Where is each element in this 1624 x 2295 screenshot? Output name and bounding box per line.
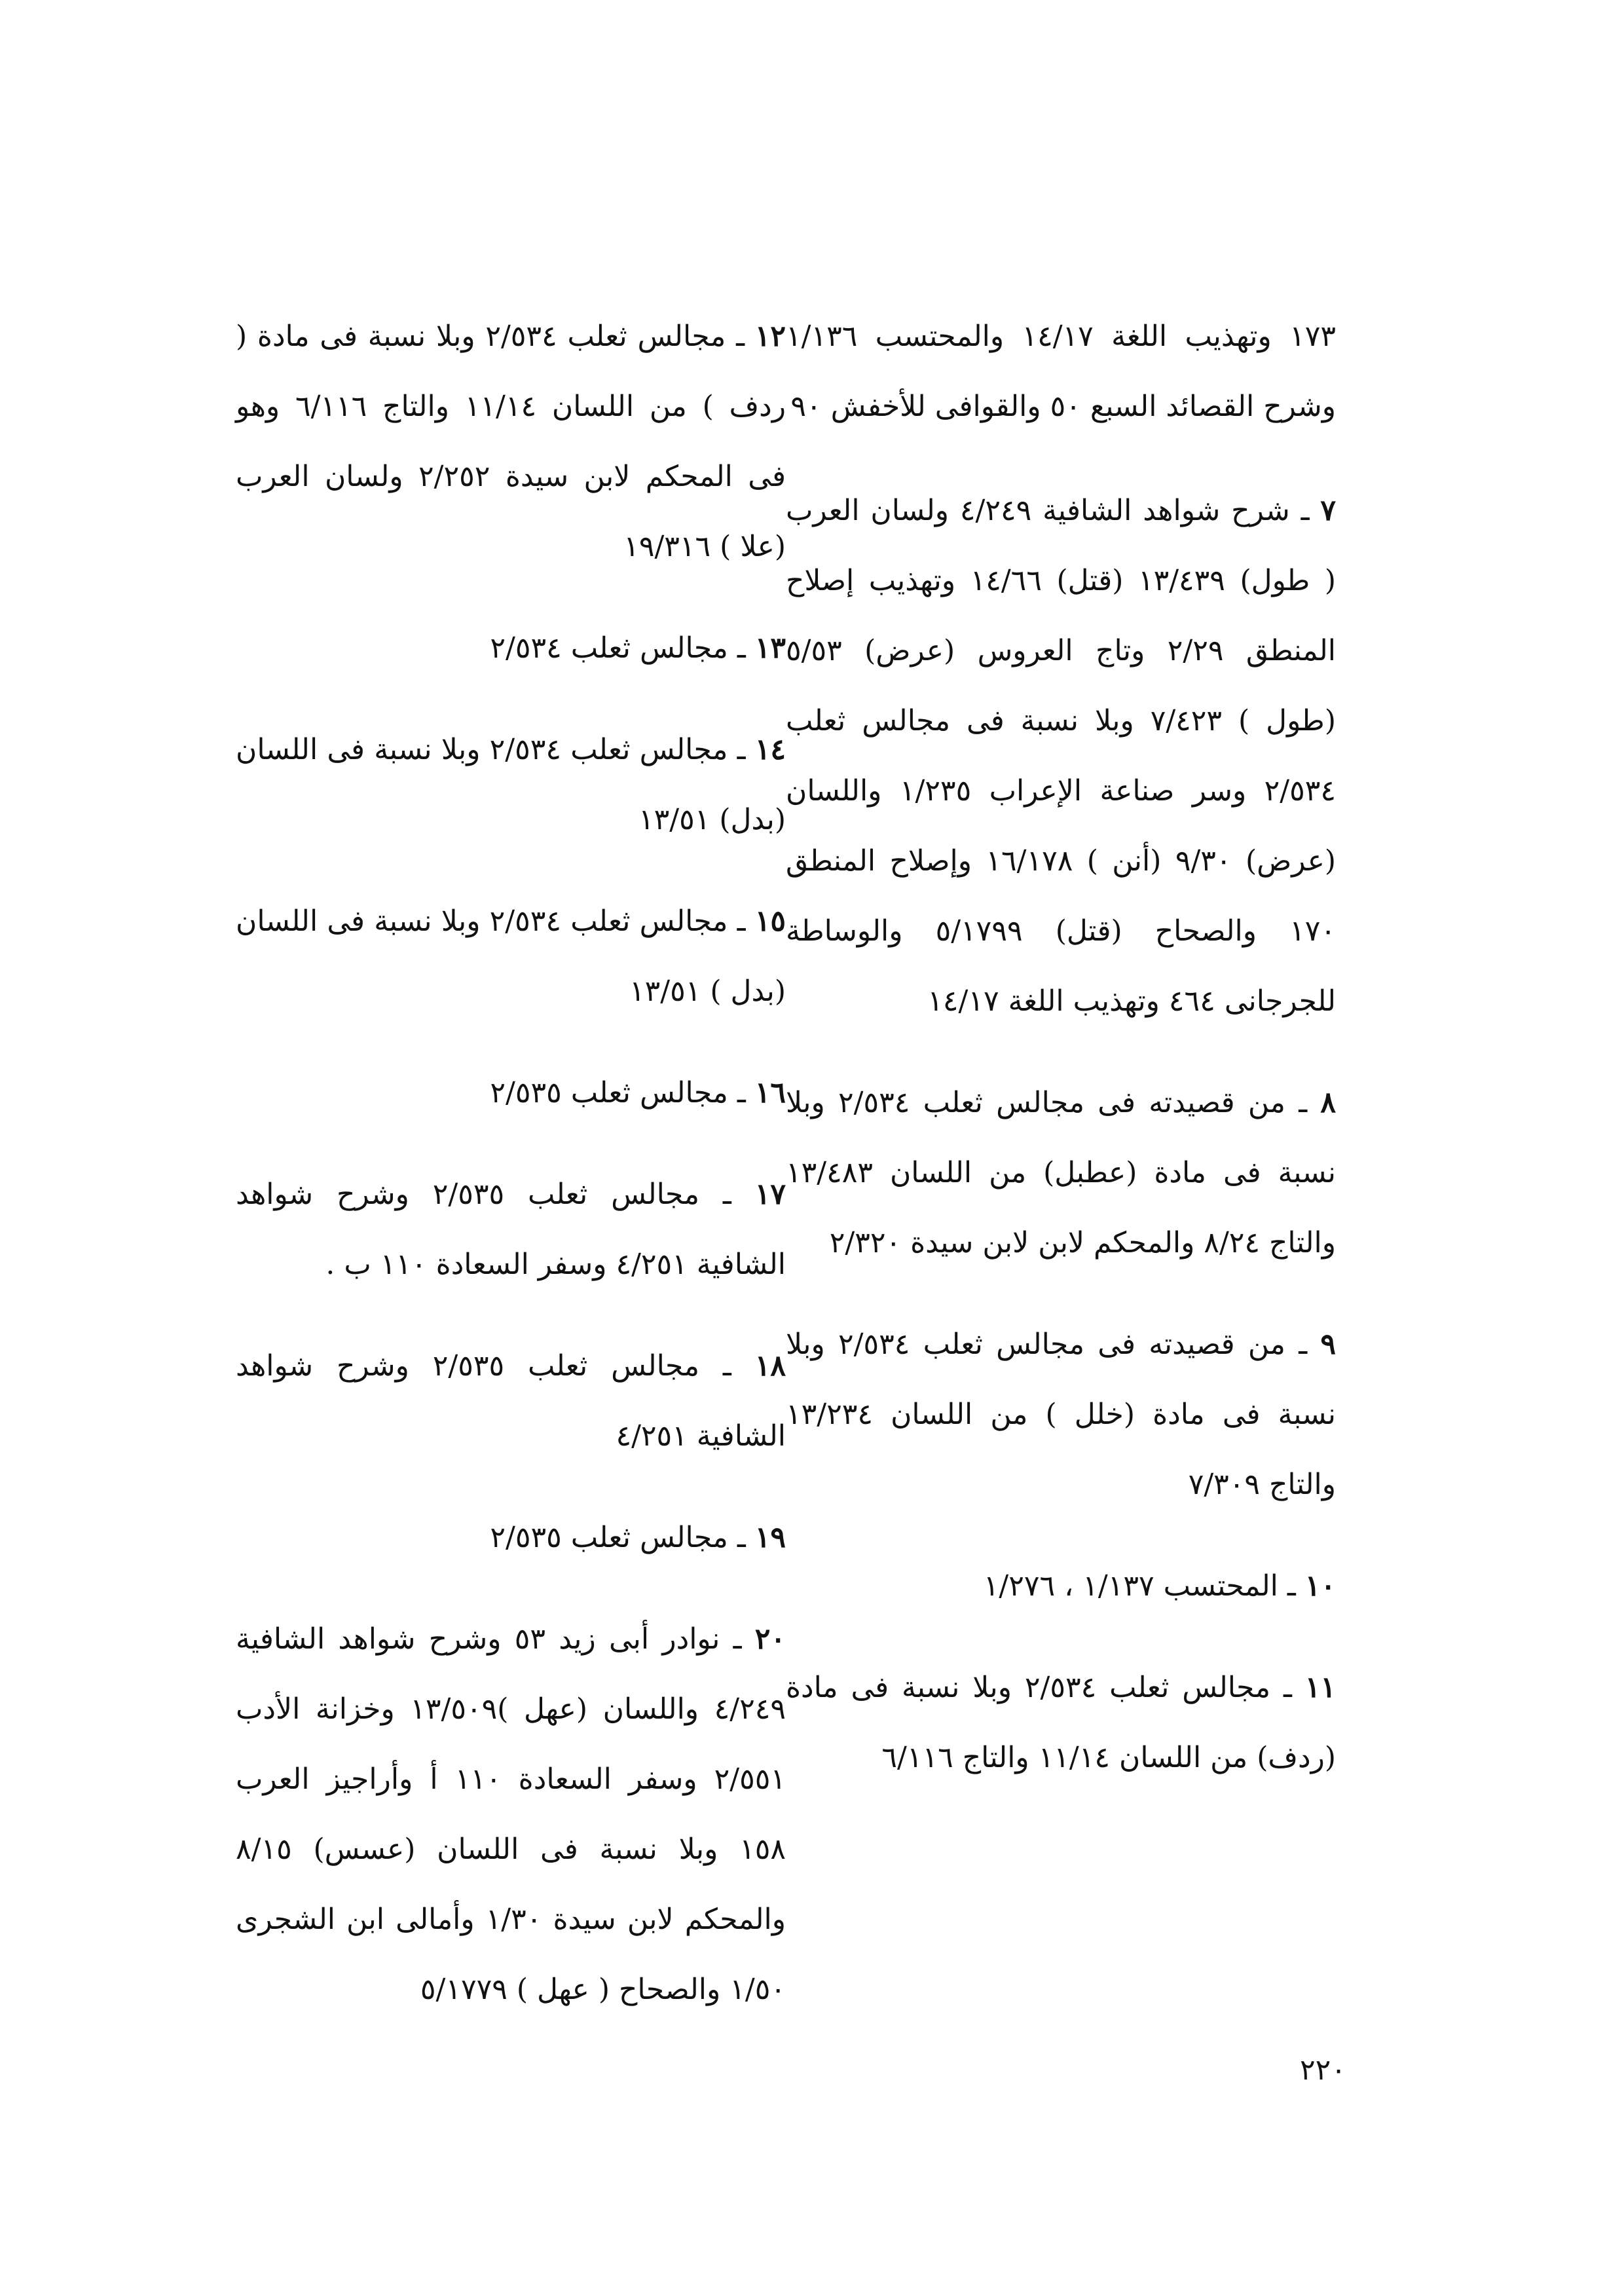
left-column: [236, 301, 786, 2056]
footnote-number: ١٧: [754, 1178, 786, 1211]
footnote-number: ٧: [1320, 494, 1336, 527]
footnote-number: ١٤: [754, 733, 786, 766]
footnote-text: مجالس ثعلب ٢/٥٣٥: [490, 1521, 728, 1554]
footnote-9: ٩ ـ من قصيدته فى مجالس ثعلب ٢/٥٣٤ وبلا نسبة فى مادة (خلل ) من اللسان ١٣/٢٣٤ والتاج ٧/٣٠٩: [786, 1328, 1336, 1501]
footnote-text: مجالس ثعلب ٢/٥٣٤ وبلا نسبة فى اللسان (بدل ) ١٣/٥١: [236, 905, 786, 1008]
footnote-text: المحتسب ١/١٣٧ ، ١/٢٧٦: [983, 1569, 1278, 1603]
footnote-number: ١٣: [754, 631, 786, 665]
footnote-number: ١٦: [754, 1076, 786, 1110]
footnote-16: ١٦ ـ مجالس ثعلب ٢/٥٣٥: [490, 1076, 786, 1110]
footnote-number: ٩: [1320, 1328, 1336, 1361]
footnote-text: مجالس ثعلب ٢/٥٣٤ وبلا نسبة فى اللسان (بدل) ١٣/٥١: [236, 733, 786, 836]
footnote-text: مجالس ثعلب ٢/٥٣٤ وبلا نسبة فى مادة (ردف) من اللسان ١١/١٤ والتاج ٦/١١٦: [786, 1671, 1336, 1774]
footnote-15: ١٥ ـ مجالس ثعلب ٢/٥٣٤ وبلا نسبة فى اللسان (بدل ) ١٣/٥١: [236, 905, 786, 1008]
footnote-13: ١٣ ـ مجالس ثعلب ٢/٥٣٤: [490, 631, 786, 665]
footnote-19: ١٩ ـ مجالس ثعلب ٢/٥٣٥: [490, 1521, 786, 1554]
footnote-text: ١٧٣ وتهذيب اللغة ١٤/١٧ والمحتسب ١/١٣٦ وشرح القصائد السبع ٥٠ والقوافى للأخفش ٩٠: [786, 320, 1336, 423]
footnote-12: ١٢ ـ مجالس ثعلب ٢/٥٣٤ وبلا نسبة فى مادة ( ردف ) من اللسان ١١/١٤ والتاج ٦/١١٦ وهو فى المحكم لابن سيدة ٢/٢٥٢ ولسان العرب (علا ) ١٩/٣١٦: [236, 320, 786, 563]
footnote-number: ١١: [1304, 1671, 1336, 1704]
footnote-text: مجالس ثعلب ٢/٥٣٤ وبلا نسبة فى مادة ( ردف ) من اللسان ١١/١٤ والتاج ٦/١١٦ وهو فى المحكم لابن سيدة ٢/٢٥٢ ولسان العرب (علا ) ١٩/٣١٦: [236, 320, 786, 563]
footnote-17: ١٧ ـ مجالس ثعلب ٢/٥٣٥ وشرح شواهد الشافية ٤/٢٥١ وسفر السعادة ١١٠ ب .: [236, 1178, 786, 1281]
footnote-text: مجالس ثعلب ٢/٥٣٥ وشرح شواهد الشافية ٤/٢٥١: [236, 1349, 786, 1453]
footnote-text: مجالس ثعلب ٢/٥٣٥ وشرح شواهد الشافية ٤/٢٥١ وسفر السعادة ١١٠ ب .: [236, 1178, 786, 1281]
footnote-8: ٨ ـ من قصيدته فى مجالس ثعلب ٢/٥٣٤ وبلا نسبة فى مادة (عطبل) من اللسان ١٣/٤٨٣ والتاج ٨/٢٤ والمحكم لابن لابن سيدة ٢/٣٢٠: [786, 1086, 1336, 1259]
footnote-18: ١٨ ـ مجالس ثعلب ٢/٥٣٥ وشرح شواهد الشافية ٤/٢٥١: [236, 1349, 786, 1453]
footnote-text: مجالس ثعلب ٢/٥٣٤: [490, 631, 728, 665]
footnote-text: من قصيدته فى مجالس ثعلب ٢/٥٣٤ وبلا نسبة فى مادة (خلل ) من اللسان ١٣/٢٣٤ والتاج ٧/٣٠٩: [786, 1328, 1336, 1501]
footnote-14: ١٤ ـ مجالس ثعلب ٢/٥٣٤ وبلا نسبة فى اللسان (بدل) ١٣/٥١: [236, 733, 786, 836]
page-number: ٢٢٠: [1300, 2053, 1346, 2087]
footnote-text: شرح شواهد الشافية ٤/٢٤٩ ولسان العرب ( طول) ١٣/٤٣٩ (قتل) ١٤/٦٦ وتهذيب إصلاح المنطق ٢/٢٩ وتاج العروس (عرض) ٥/٥٣ (طول ) ٧/٤٢٣ وبلا نسبة فى مجالس ثعلب ٢/٥٣٤ وسر صناعة الإعراب ١/٢٣٥ واللسان (عرض) ٩/٣٠ (أنن ) ١٦/١٧٨ وإصلاح المنطق ١٧٠ والصحاح (قتل) ٥/١٧٩٩ والوساطة للجرجانى ٤٦٤ وتهذيب اللغة ١٤/١٧: [786, 494, 1337, 1018]
footnote-20: ٢٠ ـ نوادر أبى زيد ٥٣ وشرح شواهد الشافية ٤/٢٤٩ واللسان (عهل )١٣/٥٠٩ وخزانة الأدب ٢/٥٥١ وسفر السعادة ١١٠ أ وأراجيز العرب ١٥٨ وبلا نسبة فى اللسان (عسس) ٨/١٥ والمحكم لابن سيدة ١/٣٠ وأمالى ابن الشجرى ١/٥٠ والصحاح ( عهل ) ٥/١٧٧٩: [236, 1622, 786, 2006]
footnote-text: نوادر أبى زيد ٥٣ وشرح شواهد الشافية ٤/٢٤٩ واللسان (عهل )١٣/٥٠٩ وخزانة الأدب ٢/٥٥١ وسفر السعادة ١١٠ أ وأراجيز العرب ١٥٨ وبلا نسبة فى اللسان (عسس) ٨/١٥ والمحكم لابن سيدة ١/٣٠ وأمالى ابن الشجرى ١/٥٠ والصحاح ( عهل ) ٥/١٧٧٩: [236, 1622, 786, 2006]
footnote-number: ١٩: [754, 1521, 786, 1554]
footnote-text: مجالس ثعلب ٢/٥٣٥: [490, 1076, 728, 1110]
footnote-number: ١٨: [754, 1349, 786, 1383]
footnote-number: ١٢: [754, 320, 786, 353]
footnote-7: ٧ ـ شرح شواهد الشافية ٤/٢٤٩ ولسان العرب ( طول) ١٣/٤٣٩ (قتل) ١٤/٦٦ وتهذيب إصلاح المنطق ٢/٢٩ وتاج العروس (عرض) ٥/٥٣ (طول ) ٧/٤٢٣ وبلا نسبة فى مجالس ثعلب ٢/٥٣٤ وسر صناعة الإعراب ١/٢٣٥ واللسان (عرض) ٩/٣٠ (أنن ) ١٦/١٧٨ وإصلاح المنطق ١٧٠ والصحاح (قتل) ٥/١٧٩٩ والوساطة للجرجانى ٤٦٤ وتهذيب اللغة ١٤/١٧: [786, 494, 1337, 1018]
footnote-10: ١٠ ـ المحتسب ١/١٣٧ ، ١/٢٧٦: [983, 1569, 1336, 1603]
footnote-number: ١٥: [754, 905, 786, 938]
footnote-number: ٢٠: [754, 1622, 786, 1656]
footnote-continued: [786, 301, 1336, 441]
footnote-text: من قصيدته فى مجالس ثعلب ٢/٥٣٤ وبلا نسبة فى مادة (عطبل) من اللسان ١٣/٤٨٣ والتاج ٨/٢٤ والمحكم لابن لابن سيدة ٢/٣٢٠: [786, 1086, 1336, 1259]
right-column: [786, 301, 1336, 1824]
footnote-number: ٨: [1320, 1086, 1336, 1119]
footnote-11: ١١ ـ مجالس ثعلب ٢/٥٣٤ وبلا نسبة فى مادة (ردف) من اللسان ١١/١٤ والتاج ٦/١١٦: [786, 1671, 1336, 1774]
footnote-number: ١٠: [1304, 1569, 1336, 1603]
